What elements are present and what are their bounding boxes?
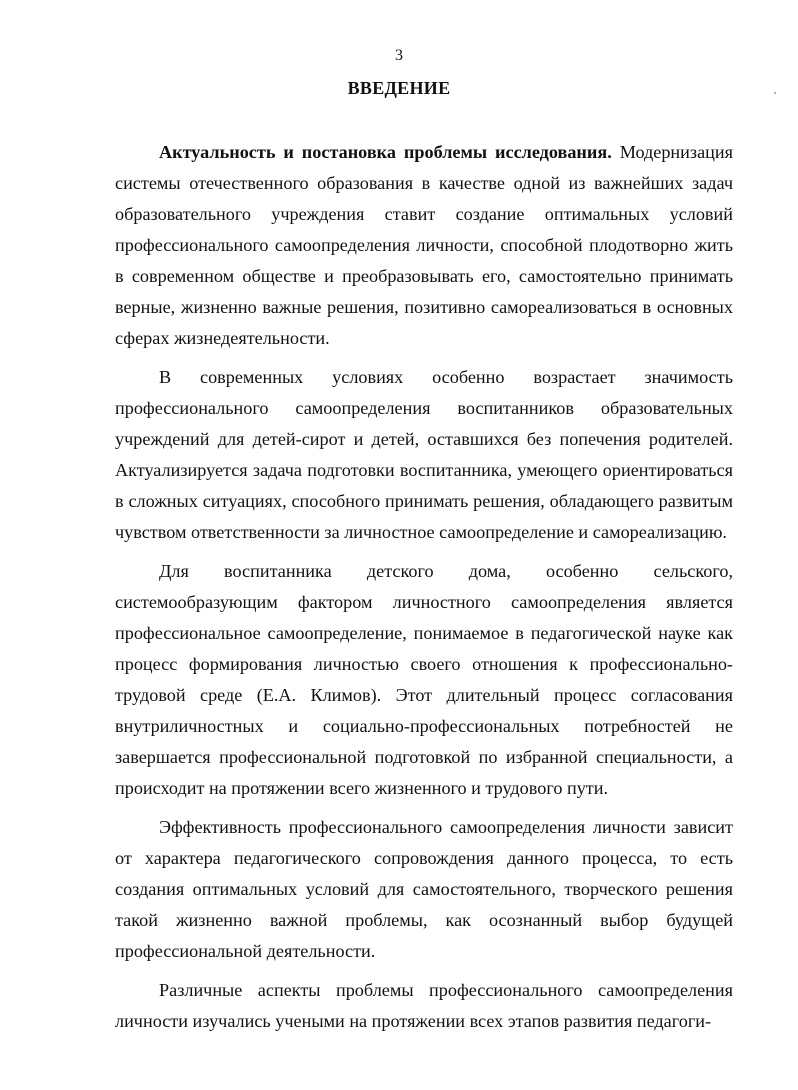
paragraph-1 bbox=[115, 137, 733, 354]
paragraph-1-lead: Актуальность и постановка проблемы исследования. bbox=[159, 142, 612, 162]
paragraph-4: Эффективность профессионального самоопределения личности зависит от характера педагогического сопровождения данного процесса, то есть создания оптимальных условий для самостоятельного, творческого решения такой жизненно важной проблемы, как осознанный выбор будущей профессиональной деятельности. bbox=[115, 817, 733, 961]
body-text bbox=[115, 137, 733, 1037]
paragraph-2: В современных условиях особенно возрастает значимость профессионального самоопределения воспитанников образовательных учреждений для детей-сирот и детей, оставшихся без попечения родителей. Актуализируется задача подготовки воспитанника, умеющего ориентироваться в сложных ситуациях, способного принимать решения, обладающего развитым чувством ответственности за личностное самоопределение и самореализацию. bbox=[115, 367, 733, 542]
section-heading: ВВЕДЕНИЕ bbox=[347, 78, 451, 98]
scan-speck bbox=[774, 92, 776, 94]
paragraph-1-text: Модернизация системы отечественного образования в качестве одной из важнейших задач образовательного учреждения ставит создание оптимальных условий профессионального самоопределения личности, способной плодотворно жить в современном обществе и преобразовывать его, самостоятельно принимать верные, жизненно важные решения, позитивно самореализоваться в основных сферах жизнедеятельности. bbox=[115, 142, 733, 348]
paragraph-3: Для воспитанника детского дома, особенно сельского, системообразующим фактором личностного самоопределения является профессиональное самоопределение, понимаемое в педагогической науке как процесс формирования личностью своего отношения к профессионально-трудовой среде (Е.А. Климов). Этот длительный процесс согласования внутриличностных и социально-профессиональных потребностей не завершается профессиональной подготовкой по избранной специальности, а происходит на протяжении всего жизненного и трудового пути. bbox=[115, 561, 733, 798]
paragraph-5: Различные аспекты проблемы профессионального самоопределения личности изучались учеными на протяжении всех этапов развития педагоги- bbox=[115, 980, 733, 1031]
page-number: 3 bbox=[395, 47, 403, 64]
